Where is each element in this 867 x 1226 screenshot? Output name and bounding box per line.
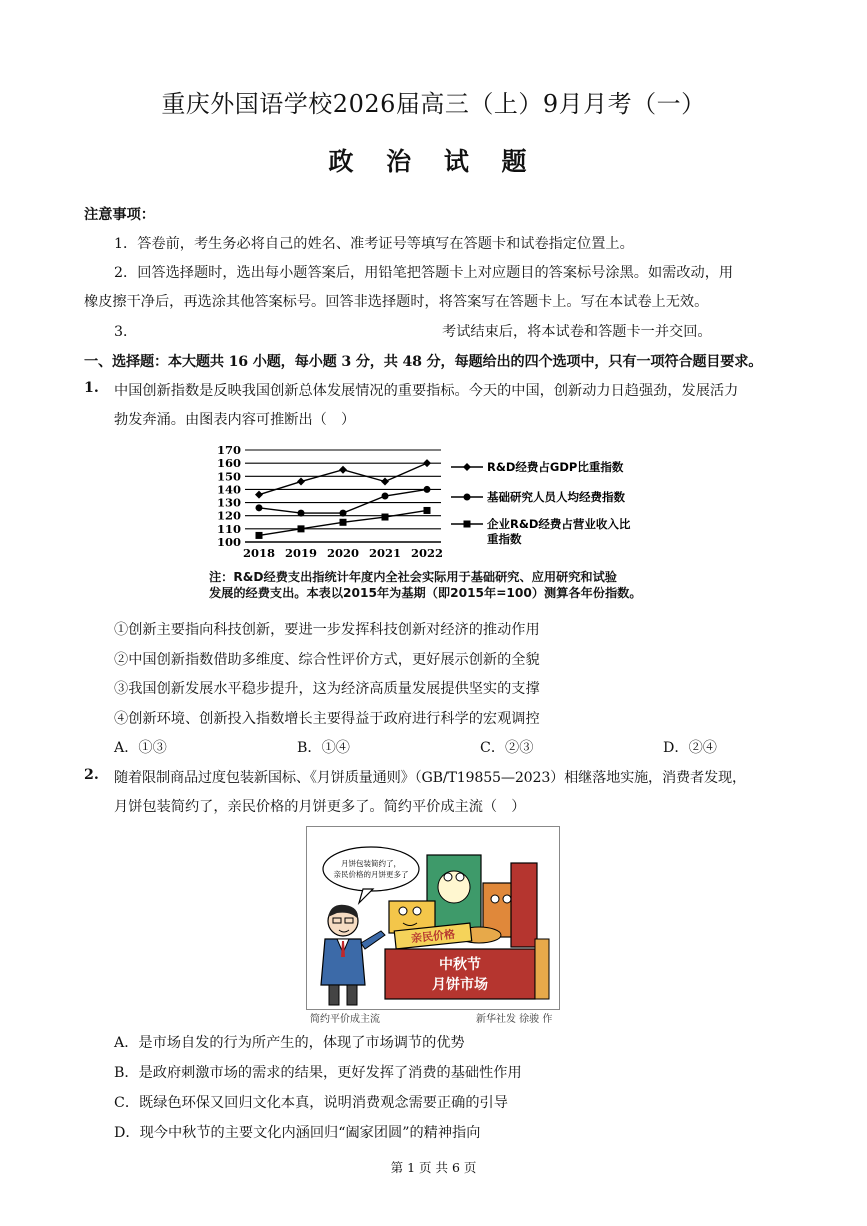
booth-text-1: 中秋节 [439, 957, 481, 973]
q2-stem-line2: 月饼包装简约了，亲民价格的月饼更多了。简约平价成主流（ ） [114, 799, 526, 815]
legend-2-label: 基础研究人员人均经费指数 [487, 490, 625, 504]
q2-number: 2. [84, 767, 99, 783]
legend-1-marker [463, 463, 471, 471]
chart-y-ticks [217, 443, 241, 549]
chart-note-line2: 发展的经费支出。本表以2015年为基期（即2015年=100）测算各年份指数。 [209, 586, 642, 600]
legend-3-label-line1: 企业R&D经费占营业收入比 [487, 517, 631, 531]
series-1-point-2021 [381, 478, 389, 486]
q1-statement-1: ①创新主要指向科技创新，要进一步发挥科技创新对经济的推动作用 [114, 622, 540, 638]
chart-legend [451, 460, 631, 546]
notice-item-3-number: 3． [114, 324, 138, 340]
cartoon-caption-left: 简约平价成主流 [310, 1014, 380, 1025]
y-tick-120: 120 [216, 508, 241, 523]
q1-statement-4: ④创新环境、创新投入指数增长主要得益于政府进行科学的宏观调控 [114, 711, 540, 727]
q1-stem-line1: 中国创新指数是反映我国创新总体发展情况的重要指标。今天的中国，创新动力日趋强劲，发展活力 [114, 383, 739, 399]
y-tick-140: 140 [216, 482, 241, 497]
series-2-point-2022 [424, 486, 431, 493]
chart-grid [245, 450, 441, 542]
series-2-point-2021 [382, 493, 389, 500]
series-1-point-2022 [423, 459, 431, 467]
notice-item-2-line1: 2．回答选择题时，选出每小题答案后，用铅笔把答题卡上对应题目的答案标号涂黑。如需改动，用 [114, 265, 734, 281]
series-3-point-2020 [340, 519, 347, 526]
series-1-point-2020 [339, 466, 347, 474]
notice-heading: 注意事项： [84, 207, 155, 223]
price-sign-text: 亲民价格 [410, 927, 456, 946]
legend-3-marker [464, 521, 471, 528]
series-1-point-2018 [255, 491, 263, 499]
exam-subtitle: 政 治 试 题 [328, 147, 539, 176]
q1-number: 1. [84, 380, 99, 396]
series-3-point-2022 [424, 507, 431, 514]
x-tick-2019: 2019 [284, 546, 318, 560]
series-3-point-2018 [256, 532, 263, 539]
q1-option-a[interactable]: A．①③ [114, 740, 167, 756]
q2-option-a[interactable]: A．是市场自发的行为所产生的，体现了市场调节的优势 [114, 1035, 465, 1051]
y-tick-130: 130 [216, 495, 241, 510]
x-tick-2022: 2022 [410, 546, 444, 560]
q2-stem-line1: 随着限制商品过度包装新国标、《月饼质量通则》（GB/T19855—2023）相继落地实施，消费者发现， [114, 770, 746, 786]
legend-1-label: R&D经费占GDP比重指数 [487, 460, 624, 474]
cartoon-caption-right: 新华社发 徐骏 作 [476, 1014, 553, 1025]
series-2-line [259, 489, 427, 513]
y-tick-170: 170 [216, 443, 241, 457]
q1-option-b[interactable]: B．①④ [297, 740, 350, 756]
q2-option-b[interactable]: B．是政府刺激市场的需求的结果，更好发挥了消费的基础性作用 [114, 1065, 522, 1081]
q1-option-d[interactable]: D．②④ [663, 740, 717, 756]
series-3-point-2019 [298, 525, 305, 532]
q1-statement-3: ③我国创新发展水平稳步提升，这为经济高质量发展提供坚实的支撑 [114, 681, 540, 697]
booth-text-2: 月饼市场 [432, 977, 488, 993]
series-1-point-2019 [297, 478, 305, 486]
y-tick-150: 150 [216, 469, 241, 484]
notice-item-2-line2: 橡皮擦干净后，再选涂其他答案标号。回答非选择题时，将答案写在答题卡上。写在本试卷上无效。 [84, 294, 709, 310]
exam-title: 重庆外国语学校2026届高三（上）9月月考（一） [161, 90, 706, 118]
man-figure [321, 905, 385, 1005]
q1-option-c[interactable]: C．②③ [480, 740, 534, 756]
bubble-text-1: 月饼包装简约了， [341, 859, 401, 868]
x-tick-2018: 2018 [242, 546, 276, 560]
q1-stem-line2: 勃发奔涌。由图表内容可推断出（ ） [114, 412, 356, 428]
series-2-point-2020 [340, 510, 347, 517]
cartoon-illustration [307, 827, 559, 1009]
legend-3-label-line2: 重指数 [487, 532, 522, 546]
chart-note-line1: 注：R&D经费支出指统计年度内全社会实际用于基础研究、应用研究和试验 [209, 570, 617, 584]
series-2-point-2019 [298, 510, 305, 517]
page-number: 第 1 页 共 6 页 [390, 1160, 477, 1175]
series-3-point-2021 [382, 514, 389, 521]
notice-item-1: 1．答卷前，考生务必将自己的姓名、准考证号等填写在答题卡和试卷指定位置上。 [114, 236, 634, 252]
chart-x-ticks [243, 546, 443, 560]
y-tick-110: 110 [216, 521, 241, 536]
chart-series [255, 459, 431, 539]
q1-statement-2: ②中国创新指数借助多维度、综合性评价方式，更好展示创新的全貌 [114, 652, 540, 668]
q2-option-c[interactable]: C．既绿色环保又回归文化本真，说明消费观念需要正确的引导 [114, 1095, 508, 1111]
x-tick-2021: 2021 [368, 546, 402, 560]
bubble-text-2: 亲民价格的月饼更多了 [333, 870, 409, 879]
y-tick-100: 100 [216, 535, 241, 549]
legend-2-marker [464, 494, 471, 501]
q2-option-d[interactable]: D．现今中秋节的主要文化内涵回归“阖家团圆”的精神指向 [114, 1125, 481, 1141]
section-heading: 一、选择题：本大题共 16 小题，每小题 3 分，共 48 分，每题给出的四个选项中，只有一项符合题目要求。 [84, 354, 763, 370]
y-tick-160: 160 [216, 456, 241, 471]
notice-item-3-text: 考试结束后，将本试卷和答题卡一并交回。 [442, 324, 712, 340]
mooncake-market-cartoon [306, 826, 560, 1010]
series-2-point-2018 [256, 504, 263, 511]
x-tick-2020: 2020 [326, 546, 360, 560]
